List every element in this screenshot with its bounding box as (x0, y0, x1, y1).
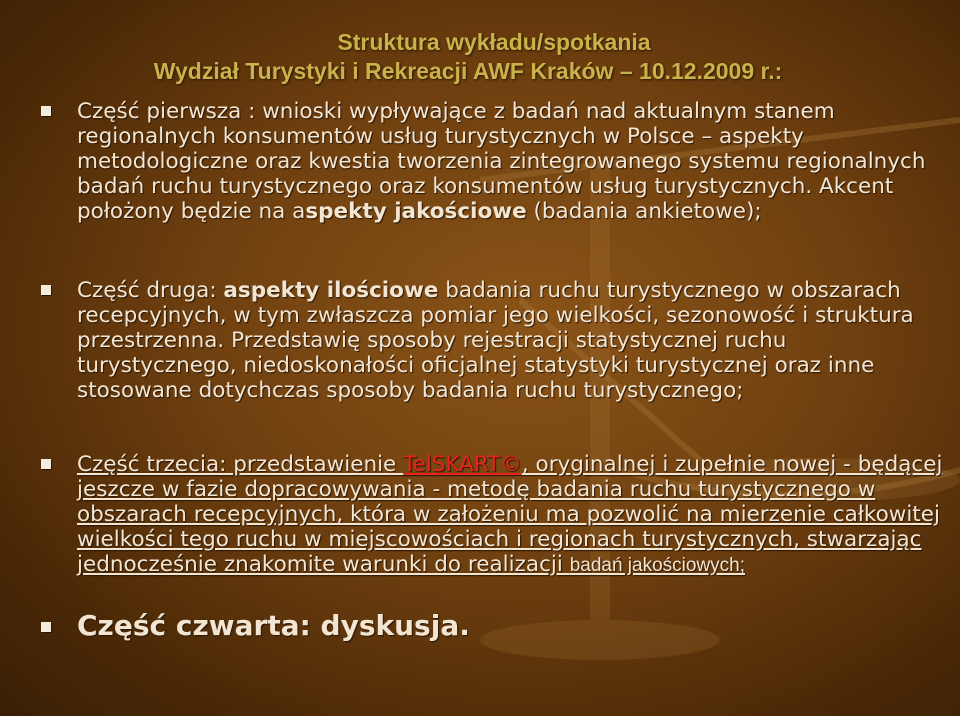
square-bullet-icon (41, 622, 51, 632)
item-emphasis: aspekty ilościowe (223, 278, 439, 303)
list-item-part-two (40, 278, 945, 403)
item-text-end: (badania ankietowe); (526, 199, 762, 224)
list-item-part-three (40, 452, 945, 578)
square-bullet-icon (41, 459, 51, 469)
item-text: Część druga: (77, 278, 224, 303)
bullet-list (40, 99, 945, 642)
item-text: Część trzecia: przedstawienie (77, 452, 404, 477)
header-title: Struktura wykładu/spotkania (337, 29, 651, 55)
item-text-small: badań jakościowych; (569, 555, 746, 576)
item-text-end: , oryginalnej i zupełnie nowej - będącej jeszcze w fazie dopracowywania - metodę badania ruchu turystycznego w obszarach recepcyjnych, która w założeniu ma pozwolić na mierzenie całkowitej wielkości tego ruchu w miejscowościach i regionach turystycznych, stwarzając jednocześnie znakomite warunki do realizacji (77, 452, 943, 577)
list-item-part-one (40, 99, 945, 224)
square-bullet-icon (41, 106, 51, 116)
slide-header (0, 28, 960, 86)
item-text: Część czwarta: dyskusja. (77, 609, 470, 642)
item-text-end: badania ruchu turystycznego w obszarach recepcyjnych, w tym zwłaszcza pomiar jego wielkości, sezonowość i struktura przestrzenna. Przedstawię sposoby rejestracji statystycznej ruchu turystycznego, niedoskonałości oficjalnej statystyki turystycznej oraz inne stosowane dotychczas sposoby badania ruchu turystycznego; (77, 278, 914, 403)
header-subtitle: Wydział Turystyki i Rekreacji AWF Kraków – 10.12.2009 r.: (153, 58, 783, 84)
item-text: Część pierwsza : wnioski wypływające z badań nad aktualnym stanem regionalnych konsumentów usług turystycznych w Polsce – aspekty metodologiczne oraz kwestia tworzenia zintegrowanego systemu regionalnych badań ruchu turystycznego oraz konsumentów usług turystycznych. Akcent położony będzie na a (77, 99, 926, 224)
item-emphasis: spekty jakościowe (305, 199, 527, 224)
square-bullet-icon (41, 285, 51, 295)
telskart-highlight: TelSKART© (403, 452, 522, 477)
list-item-part-four (40, 610, 945, 642)
